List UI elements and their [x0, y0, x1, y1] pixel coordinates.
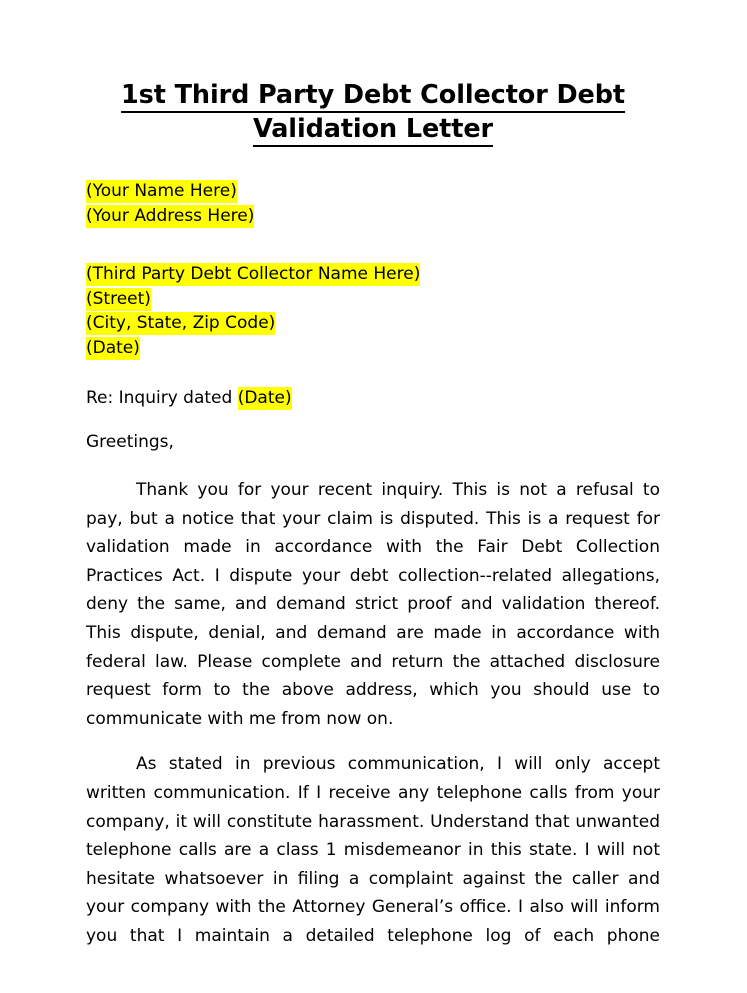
- recipient-date-placeholder: (Date): [86, 337, 140, 358]
- sender-name-placeholder: (Your Name Here): [86, 181, 237, 201]
- sender-address-line: [86, 204, 660, 229]
- page-title-line-1: 1st Third Party Debt Collector Debt: [121, 80, 625, 113]
- reference-line-prefix: Re: Inquiry dated: [86, 388, 238, 408]
- recipient-city-state-zip-placeholder: (City, State, Zip Code): [86, 313, 276, 333]
- reference-line: [86, 386, 660, 411]
- sender-address-block: [86, 179, 660, 228]
- sender-address-placeholder: (Your Address Here): [86, 205, 255, 226]
- document-content: [86, 0, 660, 951]
- body-paragraph-2: As stated in previous communication, I will only accept written communication. If I receive any telephone calls from your company, it will constitute harassment. Understand that unwanted telephone calls are a class 1 misdemeanor in this state. I will not hesitate whatsoever in filing a complaint against the caller and your company with the Attorney General’s office. I also will inform you that I maintain a detailed telephone log of each phone: [86, 754, 660, 946]
- recipient-street-placeholder: (Street): [86, 288, 151, 309]
- recipient-date-line: [86, 336, 660, 361]
- reference-line-date-placeholder: (Date): [237, 388, 292, 408]
- greeting-line: Greetings,: [86, 431, 174, 452]
- recipient-city-state-zip-line: [86, 311, 660, 336]
- recipient-name-placeholder: (Third Party Debt Collector Name Here): [86, 264, 421, 284]
- recipient-address-block: [86, 262, 660, 360]
- sender-name-line: [86, 179, 660, 204]
- page-title: [86, 0, 660, 146]
- body-paragraph-1: Thank you for your recent inquiry. This is not a refusal to pay, but a notice that your claim is disputed. This is a request for validation made in accordance with the Fair Debt Collection Practices Act. I dispute your debt collection--related allegations, deny the same, and demand strict proof and validation thereof. This dispute, denial, and demand are made in accordance with federal law. Please complete and return the attached disclosure request form to the above address, which you should use to communicate with me from now on.: [86, 480, 660, 729]
- page-title-line-2: Validation Letter: [253, 114, 493, 147]
- recipient-name-line: [86, 262, 660, 287]
- recipient-street-line: [86, 287, 660, 312]
